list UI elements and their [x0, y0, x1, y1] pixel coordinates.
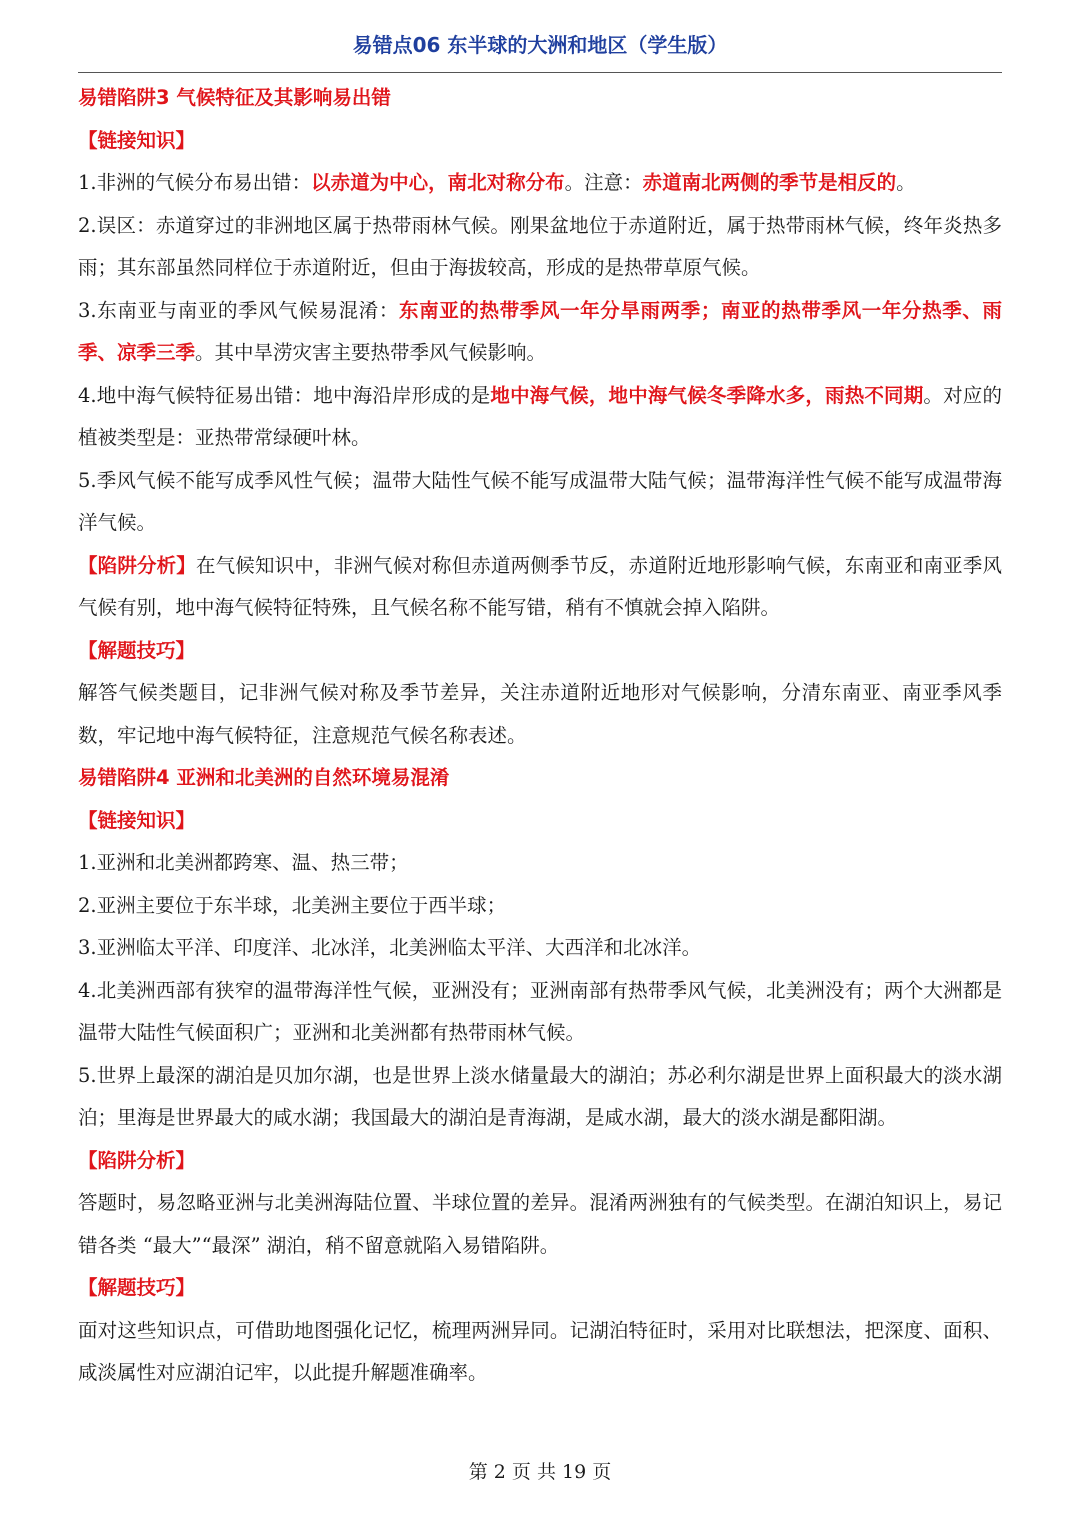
trap4-point-2: 2.亚洲主要位于东半球，北美洲主要位于西半球；: [78, 893, 507, 917]
trap3-link-knowledge-tag: 【链接知识】: [78, 128, 196, 152]
trap3-point-1: [78, 162, 1002, 205]
trap3-analysis: [78, 545, 1002, 630]
page-number-footer: 第 2 页 共 19 页: [468, 1461, 612, 1483]
trap3-p3-prefix: 3.东南亚与南亚的季风气候易混淆：: [78, 298, 400, 322]
trap4-skill-tag: 【解题技巧】: [78, 1276, 196, 1299]
trap3-point-4: [78, 375, 1002, 460]
trap3-skill-text: 解答气候类题目，记非洲气候对称及季节差异，关注赤道附近地形对气候影响，分清东南亚、南亚季风季数，牢记地中海气候特征，注意规范气候名称表述。: [78, 681, 1002, 747]
trap3-p1-mid: 。注意：: [564, 171, 643, 194]
trap4-analysis-text: 答题时，易忽略亚洲与北美洲海陆位置、半球位置的差异。混淆两洲独有的气候类型。在湖泊知识上，易记错各类 “最大”“最深” 湖泊，稍不留意就陷入易错陷阱。: [78, 1191, 1002, 1257]
trap3-p4-suffix: 。对应的植被类型是：亚热带常绿硬叶林。: [78, 383, 1002, 449]
trap4-point-1: 1.亚洲和北美洲都跨寒、温、热三带；: [78, 851, 409, 874]
header-divider: [78, 72, 1002, 73]
trap3-point-5: 5.季风气候不能写成季风性气候；温带大陆性气候不能写成温带大陆气候；温带海洋性气候不能写成温带海洋气候。: [78, 468, 1002, 534]
trap3-p1-prefix: 1.非洲的气候分布易出错：: [78, 171, 312, 194]
trap3-skill-tag: 【解题技巧】: [78, 638, 196, 662]
trap3-point-3: [78, 290, 1002, 375]
page-content: [78, 77, 1002, 1395]
trap4-link-knowledge-tag: 【链接知识】: [78, 808, 196, 832]
trap4-analysis-tag: 【陷阱分析】: [78, 1148, 196, 1172]
trap3-title: 易错陷阱3 气候特征及其影响易出错: [78, 86, 391, 109]
trap3-analysis-text: 在气候知识中，非洲气候对称但赤道两侧季节反，赤道附近地形影响气候，东南亚和南亚季风气候有别，地中海气候特征特殊，且气候名称不能写错，稍有不慎就会掉入陷阱。: [78, 553, 1002, 619]
trap4-title: 易错陷阱4 亚洲和北美洲的自然环境易混淆: [78, 766, 450, 789]
trap3-p3-highlight: 东南亚的热带季风一年分旱雨两季；南亚的热带季风一年分热季、雨季、凉季三季: [78, 298, 1002, 364]
trap3-point-2: 2.误区：赤道穿过的非洲地区属于热带雨林气候。刚果盆地位于赤道附近，属于热带雨林气候，终年炎热多雨；其东部虽然同样位于赤道附近，但由于海拔较高，形成的是热带草原气候。: [78, 213, 1002, 279]
trap3-p4-prefix: 4.地中海气候特征易出错：地中海沿岸形成的是: [78, 383, 491, 407]
trap3-p3-suffix: 。其中旱涝灾害主要热带季风气候影响。: [195, 341, 547, 364]
page-header-title: 易错点06 东半球的大洲和地区（学生版）: [352, 33, 728, 57]
trap3-p4-highlight: 地中海气候，地中海气候冬季降水多，雨热不同期: [490, 383, 924, 407]
trap4-skill-text: 面对这些知识点，可借助地图强化记忆，梳理两洲异同。记湖泊特征时，采用对比联想法，把深度、面积、咸淡属性对应湖泊记牢，以此提升解题准确率。: [78, 1318, 1002, 1384]
trap3-analysis-tag: 【陷阱分析】: [78, 553, 196, 577]
trap4-point-5: 5.世界上最深的湖泊是贝加尔湖，也是世界上淡水储量最大的湖泊；苏必利尔湖是世界上面积最大的淡水湖泊；里海是世界最大的咸水湖；我国最大的湖泊是青海湖，是咸水湖，最大的淡水湖是鄱阳湖。: [78, 1063, 1002, 1129]
trap4-point-4: 4.北美洲西部有狭窄的温带海洋性气候，亚洲没有；亚洲南部有热带季风气候，北美洲没有；两个大洲都是温带大陆性气候面积广；亚洲和北美洲都有热带雨林气候。: [78, 978, 1002, 1044]
trap4-point-3: 3.亚洲临太平洋、印度洋、北冰洋，北美洲临太平洋、大西洋和北冰洋。: [78, 936, 702, 959]
trap3-p1-highlight-1: 以赤道为中心，南北对称分布: [311, 171, 565, 194]
trap3-p1-highlight-2: 赤道南北两侧的季节是相反的: [642, 171, 897, 194]
trap3-p1-suffix: 。: [896, 171, 916, 194]
